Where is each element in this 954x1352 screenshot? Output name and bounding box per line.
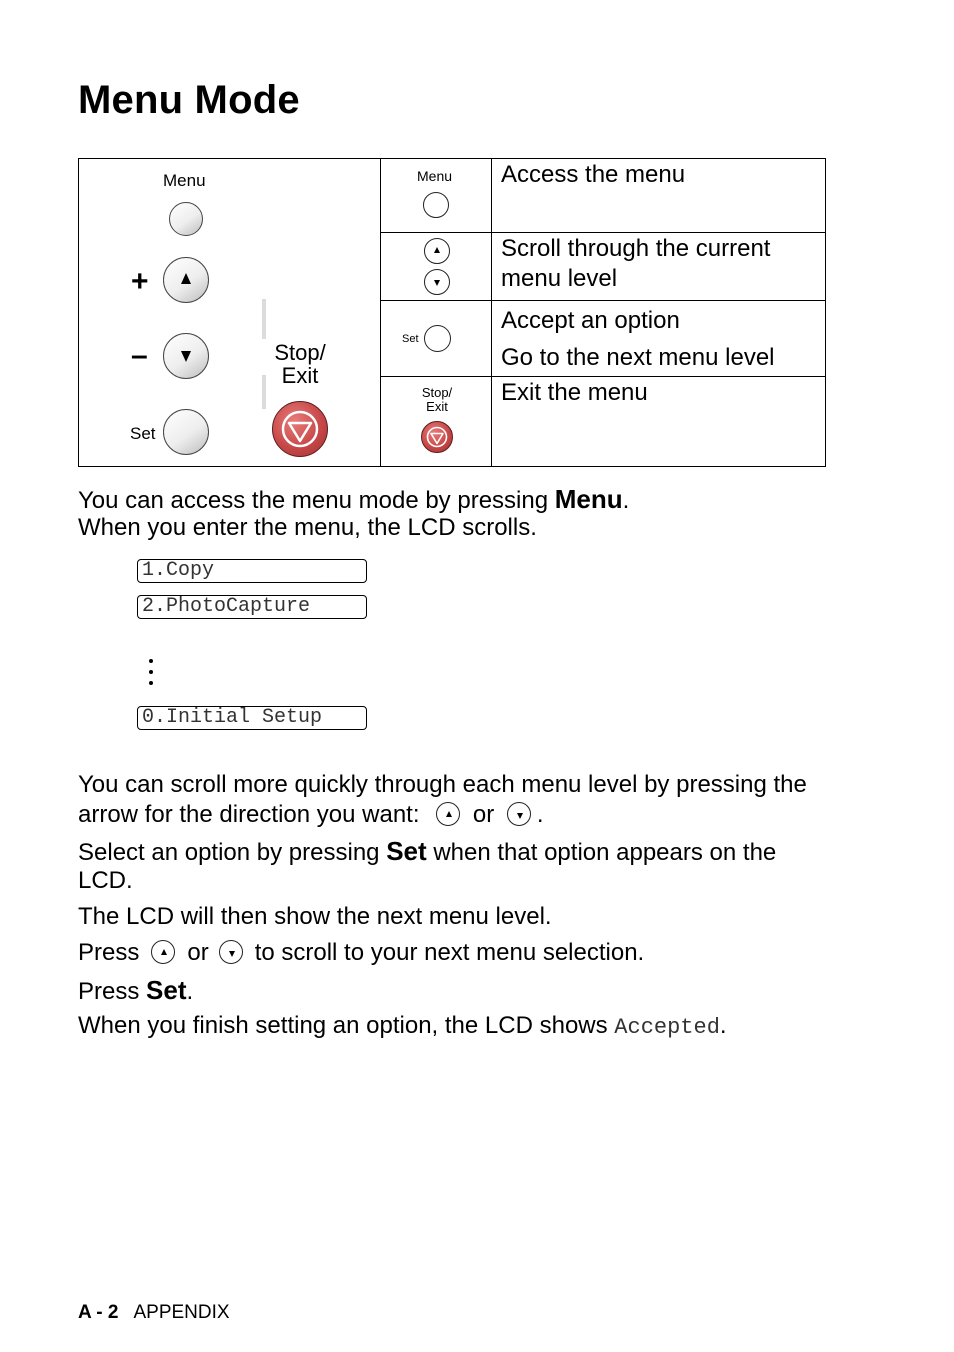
down-arrow-icon xyxy=(424,269,450,295)
panel-set-button[interactable] xyxy=(163,409,209,455)
up-arrow-icon xyxy=(424,238,450,264)
inline-down-arrow-icon xyxy=(507,802,531,826)
footer-page-number: A - 2 xyxy=(78,1302,119,1323)
panel-stop-exit-label xyxy=(272,341,328,387)
select-line-2: LCD. xyxy=(78,867,133,894)
scroll-line-2 xyxy=(78,800,544,830)
lcd-photocapture: 2.PhotoCapture xyxy=(137,595,367,619)
ellipsis-dot xyxy=(149,659,153,663)
desc-scroll xyxy=(501,234,770,294)
inline-up-arrow-icon xyxy=(436,802,460,826)
menu-keys-table xyxy=(78,158,826,467)
desc-next-level: Go to the next menu level xyxy=(501,344,775,371)
stop-icon xyxy=(421,421,453,453)
select-key-set: Set xyxy=(386,836,427,866)
desc-cell-set xyxy=(492,301,826,377)
desc-cell-menu xyxy=(492,159,826,233)
page-title: Menu Mode xyxy=(78,78,300,122)
key-cell-arrows xyxy=(381,233,492,301)
key-exit-label: Exit xyxy=(426,399,448,414)
panel-menu-button[interactable] xyxy=(169,202,203,236)
panel-exit-label: Exit xyxy=(281,363,319,388)
key-stop-label: Stop/ xyxy=(421,385,453,400)
press-set-period: . xyxy=(186,978,194,1005)
finish-accepted: Accepted xyxy=(614,1015,720,1040)
arrow-track-lower xyxy=(262,375,266,409)
scroll-line-1: You can scroll more quickly through each menu level by pressing the xyxy=(78,771,807,798)
panel-plus-label: + xyxy=(131,265,149,298)
or-text: or xyxy=(472,801,495,828)
scroll-text: arrow for the direction you want: xyxy=(78,801,427,828)
intro-key-menu: Menu xyxy=(554,484,623,514)
panel-menu-label: Menu xyxy=(163,171,206,190)
lcd-initial-setup: 0.Initial Setup xyxy=(137,706,367,730)
inline-up-arrow-icon xyxy=(151,940,175,964)
finish-period: . xyxy=(719,1012,727,1039)
desc-cell-stop-exit xyxy=(492,377,826,467)
key-set-button[interactable] xyxy=(424,325,451,352)
key-menu-button[interactable] xyxy=(423,192,449,218)
ellipsis-dot xyxy=(149,681,153,685)
select-text-post: when that option appears on the xyxy=(426,839,777,866)
desc-scroll-line2: menu level xyxy=(501,265,618,292)
key-down-button[interactable] xyxy=(424,269,450,295)
panel-down-button[interactable] xyxy=(163,333,209,379)
desc-access-menu: Access the menu xyxy=(501,161,686,188)
press-key-set: Set xyxy=(146,975,187,1005)
desc-cell-arrows xyxy=(492,233,826,301)
intro-line-1 xyxy=(78,484,629,516)
key-cell-menu xyxy=(381,159,492,233)
select-text: Select an option by pressing xyxy=(78,839,387,866)
next-level-line: The LCD will then show the next menu level. xyxy=(78,903,552,930)
period-text: . xyxy=(536,801,544,828)
intro-period: . xyxy=(622,487,630,514)
inline-down-arrow-icon xyxy=(219,940,243,964)
key-up-button[interactable] xyxy=(424,238,450,264)
key-stop-exit-button[interactable] xyxy=(421,421,453,453)
panel-stop-label: Stop/ xyxy=(274,340,326,365)
desc-accept-option: Accept an option xyxy=(501,307,680,334)
down-arrow-icon xyxy=(163,333,209,379)
panel-stop-exit-button[interactable] xyxy=(272,401,328,457)
press-set-line xyxy=(78,975,193,1007)
stop-icon xyxy=(272,401,328,457)
control-panel-illustration xyxy=(79,159,381,467)
press-set-text: Press xyxy=(78,978,147,1005)
press-arrows-line xyxy=(78,938,644,968)
desc-exit-menu: Exit the menu xyxy=(501,379,648,406)
key-set-label: Set xyxy=(402,333,419,345)
key-stop-exit-label xyxy=(419,386,455,414)
up-arrow-icon xyxy=(163,257,209,303)
press-text-post: to scroll to your next menu selection. xyxy=(254,939,645,966)
key-cell-stop-exit xyxy=(381,377,492,467)
finish-text: When you finish setting an option, the LCD shows xyxy=(78,1012,615,1039)
arrow-track xyxy=(262,299,266,339)
desc-scroll-line1: Scroll through the current xyxy=(501,235,771,262)
intro-text: You can access the menu mode by pressing xyxy=(78,487,555,514)
footer-section: APPENDIX xyxy=(133,1302,230,1323)
key-cell-set xyxy=(381,301,492,377)
desc-set xyxy=(501,302,775,376)
intro-line-2: When you enter the menu, the LCD scrolls. xyxy=(78,514,537,541)
finish-line xyxy=(78,1011,727,1043)
press-text: Press xyxy=(78,939,140,966)
lcd-copy: 1.Copy xyxy=(137,559,367,583)
panel-up-button[interactable] xyxy=(163,257,209,303)
panel-set-label: Set xyxy=(130,424,156,443)
select-line-1 xyxy=(78,836,776,868)
ellipsis-dot xyxy=(149,670,153,674)
key-menu-label: Menu xyxy=(417,168,453,184)
panel-minus-label: – xyxy=(131,339,148,372)
or-text: or xyxy=(187,939,209,966)
page-footer xyxy=(78,1302,230,1324)
